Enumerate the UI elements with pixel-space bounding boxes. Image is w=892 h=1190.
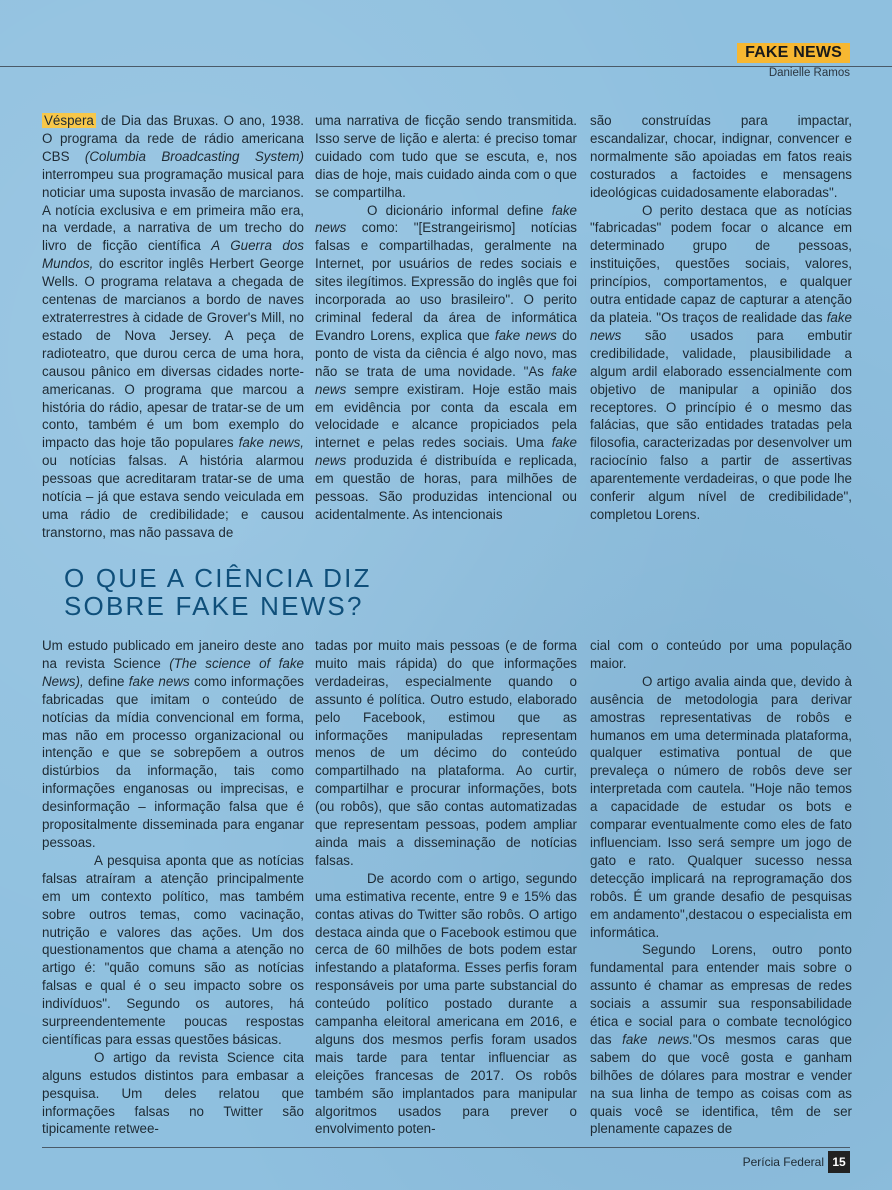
italic-text: (Columbia Broadcasting System) [84,148,304,164]
text: de Dia das Bruxas. O ano, 1938. O programa da rede de rádio americana CBS [42,113,304,164]
author-name: Danielle Ramos [768,67,850,79]
intro-column-3 [590,112,852,524]
paragraph [590,941,852,1138]
header-rule [0,66,892,67]
section-tag: FAKE NEWS [737,43,850,63]
italic-text: fake news [494,327,557,343]
text: são usados para embutir credibilidade, validade, plausibilidade a algum ardil elaborado essencialmente com objetivo de manipular a opinião dos receptores. O princípio é o mesmo das falácias, que são entidades tratadas pela filosofia, caracterizadas por desenvolver um raciocínio falso a partir de assertivas aparentemente verdadeiras, o que pode lhe conferir algum nível de credibilidade", completou Lorens. [590,327,852,522]
text: Um estudo publicado em janeiro deste ano na revista Science [42,638,304,671]
paragraph: tadas por muito mais pessoas (e de forma muito mais rápida) do que informações verdadeiras, especialmente quando o assunto é política. Outro estudo, elaborado pelo Facebook, estimou que as informações manipuladas representam menos de um décimo do conteúdo compartilhado na plataforma. Ao curtir, compartilhar e procurar informações, bots (ou robôs), que são contas automatizadas que representam pessoas, podem ampliar ainda mais a disseminação de notícias falsas. [315,638,577,868]
intro-column-1 [42,112,304,542]
italic-text: fake news [128,673,190,689]
footer-rule [42,1147,850,1148]
text: produzida é distribuída e replicada, em questão de horas, para milhões de pessoas. São produzidas intencional ou acidentalmente. As intencionais [315,453,577,522]
paragraph [590,202,852,524]
italic-text: fake news [315,202,577,236]
italic-text: fake news. [622,1031,693,1047]
heading-line-2: SOBRE FAKE NEWS? [64,591,364,621]
text: interrompeu sua programação musical para noticiar uma suposta invasão de marcianos. A notícia exclusiva e em primeira mão era, na verdade, a narrativa de um trecho do livro de ficção científica [42,166,304,254]
highlighted-word: Véspera [44,113,94,128]
italic-text: (The science of fake News), [42,655,304,689]
italic-text: fake news [315,435,577,469]
paragraph: O artigo da revista Science cita alguns estudos distintos para embasar a pesquisa. Um deles relatou que informações falsas no Twitter são tipicamente retwee- [42,1049,304,1137]
section-heading [64,564,564,620]
paragraph: são construídas para impactar, escandalizar, chocar, indignar, convencer e normalmente são apoiadas em fatos reais costurados a factoides e mensagens ideológicas cuidadosamente elaboradas". [590,113,852,200]
paragraph: cial com o conteúdo por uma população maior. [590,638,852,671]
text: sempre existiram. Hoje estão mais em evidência por conta da escala em velocidade e alcance propiciados pela internet e pelas redes sociais. Uma [315,381,577,451]
paragraph [315,202,577,524]
heading-line-1: O QUE A CIÊNCIA DIZ [64,563,372,593]
page-number: 15 [828,1151,850,1173]
italic-text: fake news [590,309,852,343]
text: do ponto de vista da ciência é algo novo, mas não se trata de uma novidade. "As [315,327,578,379]
paragraph: A pesquisa aponta que as notícias falsas atraíram a atenção principalmente em um contexto político, mas também sobre outros temas, como vacinação, nutrição e valores das ações. Um dos questionamentos que chama a atenção no artigo é: "quão comuns são as notícias falsas e qual é o seu impacto sobre os indivíduos". Segundo os autores, há surpreendentemente poucas respostas científicas para essas questões básicas. [42,852,304,1047]
body-column-2 [315,637,577,1138]
text: "Os mesmos caras que sabem do que você gosta e ganham bilhões de dólares para mostrar e vender na sua linha de tempo as coisas com as quais você se identifica, têm de ser plenamente capazes de [590,1031,852,1137]
text: define [83,673,129,689]
body-column-1 [42,637,304,1138]
text: ou notícias falsas. A história alarmou pessoas que acreditaram tratar-se de uma notícia – já que estava sendo veiculada em uma rádio de credibilidade; e causou transtorno, mas não passava de [42,453,304,540]
journal-name: Perícia Federal [742,1155,824,1169]
paragraph [42,112,304,542]
paragraph: uma narrativa de ficção sendo transmitida. Isso serve de lição e alerta: é preciso tomar cuidado com tudo que se escuta, e, nos dias de hoje, mais cuidado ainda com o que se compartilha. [315,113,577,200]
intro-column-2 [315,112,577,524]
text: O perito destaca que as notícias "fabricadas" podem focar o alcance em determinado grupo de pessoas, instituições, questões sociais, valores, princípios, comportamentos, e qualquer outra entidade capaz de capturar a atenção da plateia. "Os traços de realidade das [590,202,852,325]
paragraph: De acordo com o artigo, segundo uma estimativa recente, entre 9 e 15% das contas ativas do Twitter são robôs. O artigo destaca ainda que o Facebook estimou que cerca de 60 milhões de bots podem estar infestando a plataforma. Esses perfis foram responsáveis por uma parte substancial do conteúdo político postado durante a campanha eleitoral americana em 2016, e alguns dos mesmos perfis foram usados mais tarde para tentar influenciar as eleições francesas de 2017. Os robôs também são implantados para manipular algoritmos usados para prever o envolvimento poten- [315,870,577,1137]
italic-text: fake news, [238,435,304,451]
text: como informações fabricadas que imitam o conteúdo de notícias da mídia convencional em forma, mas não em processo organizacional ou intenção e que se sobrepõem a outros distúrbios da informação, tais como informações enganosas ou imprecisas, e desinformação – informação falsa que é propositalmente disseminada para enganar pessoas. [42,673,304,850]
text: Segundo Lorens, outro ponto fundamental para entender mais sobre o assunto é chamar as empresas de redes sociais a assumir sua responsabilidade ética e social para o combate tecnológico das [590,942,852,1047]
italic-text: fake news [315,363,577,397]
paragraph [42,637,304,852]
paragraph: O artigo avalia ainda que, devido à ausência de metodologia para derivar amostras representativas de robôs e humanos em uma determinada plataforma, qualquer estimativa pontual de que prevaleça o número de robôs deve ser interpretada com cautela. "Hoje não temos a capacidade de estudar os bots e comparar eventualmente como eles de fato influenciam. Isso será sempre um jogo de gato e rato. Qualquer sucesso nessa detecção implicará na reprogramação dos robôs. É um grande desafio de pesquisas em andamento",destacou o especialista em informática. [590,673,852,940]
text: O dicionário informal define [367,202,552,218]
body-column-3 [590,637,852,1138]
italic-text: A Guerra dos Mundos, [42,238,305,272]
text: como: "[Estrangeirismo] notícias falsas e compartilhadas, geralmente na Internet, por usuários de redes sociais e sites ilegítimos. Expressão do inglês que foi incorporada ao uso brasileiro". O perito criminal federal da área de informática Evandro Lorens, explica que [315,220,577,343]
text: do escritor inglês Herbert George Wells. O programa relatava a chegada de centenas de marcianos a bordo de naves extraterrestres à cidade de Grover's Mill, no estado de Nova Jersey. A peça de radioteatro, que durou cerca de uma hora, causou pânico em diversas cidades norte-americanas. O programa que marcou a história do rádio, apesar de tratar-se de um conto, também é um bom exemplo do impacto das hoje tão populares [42,256,304,451]
